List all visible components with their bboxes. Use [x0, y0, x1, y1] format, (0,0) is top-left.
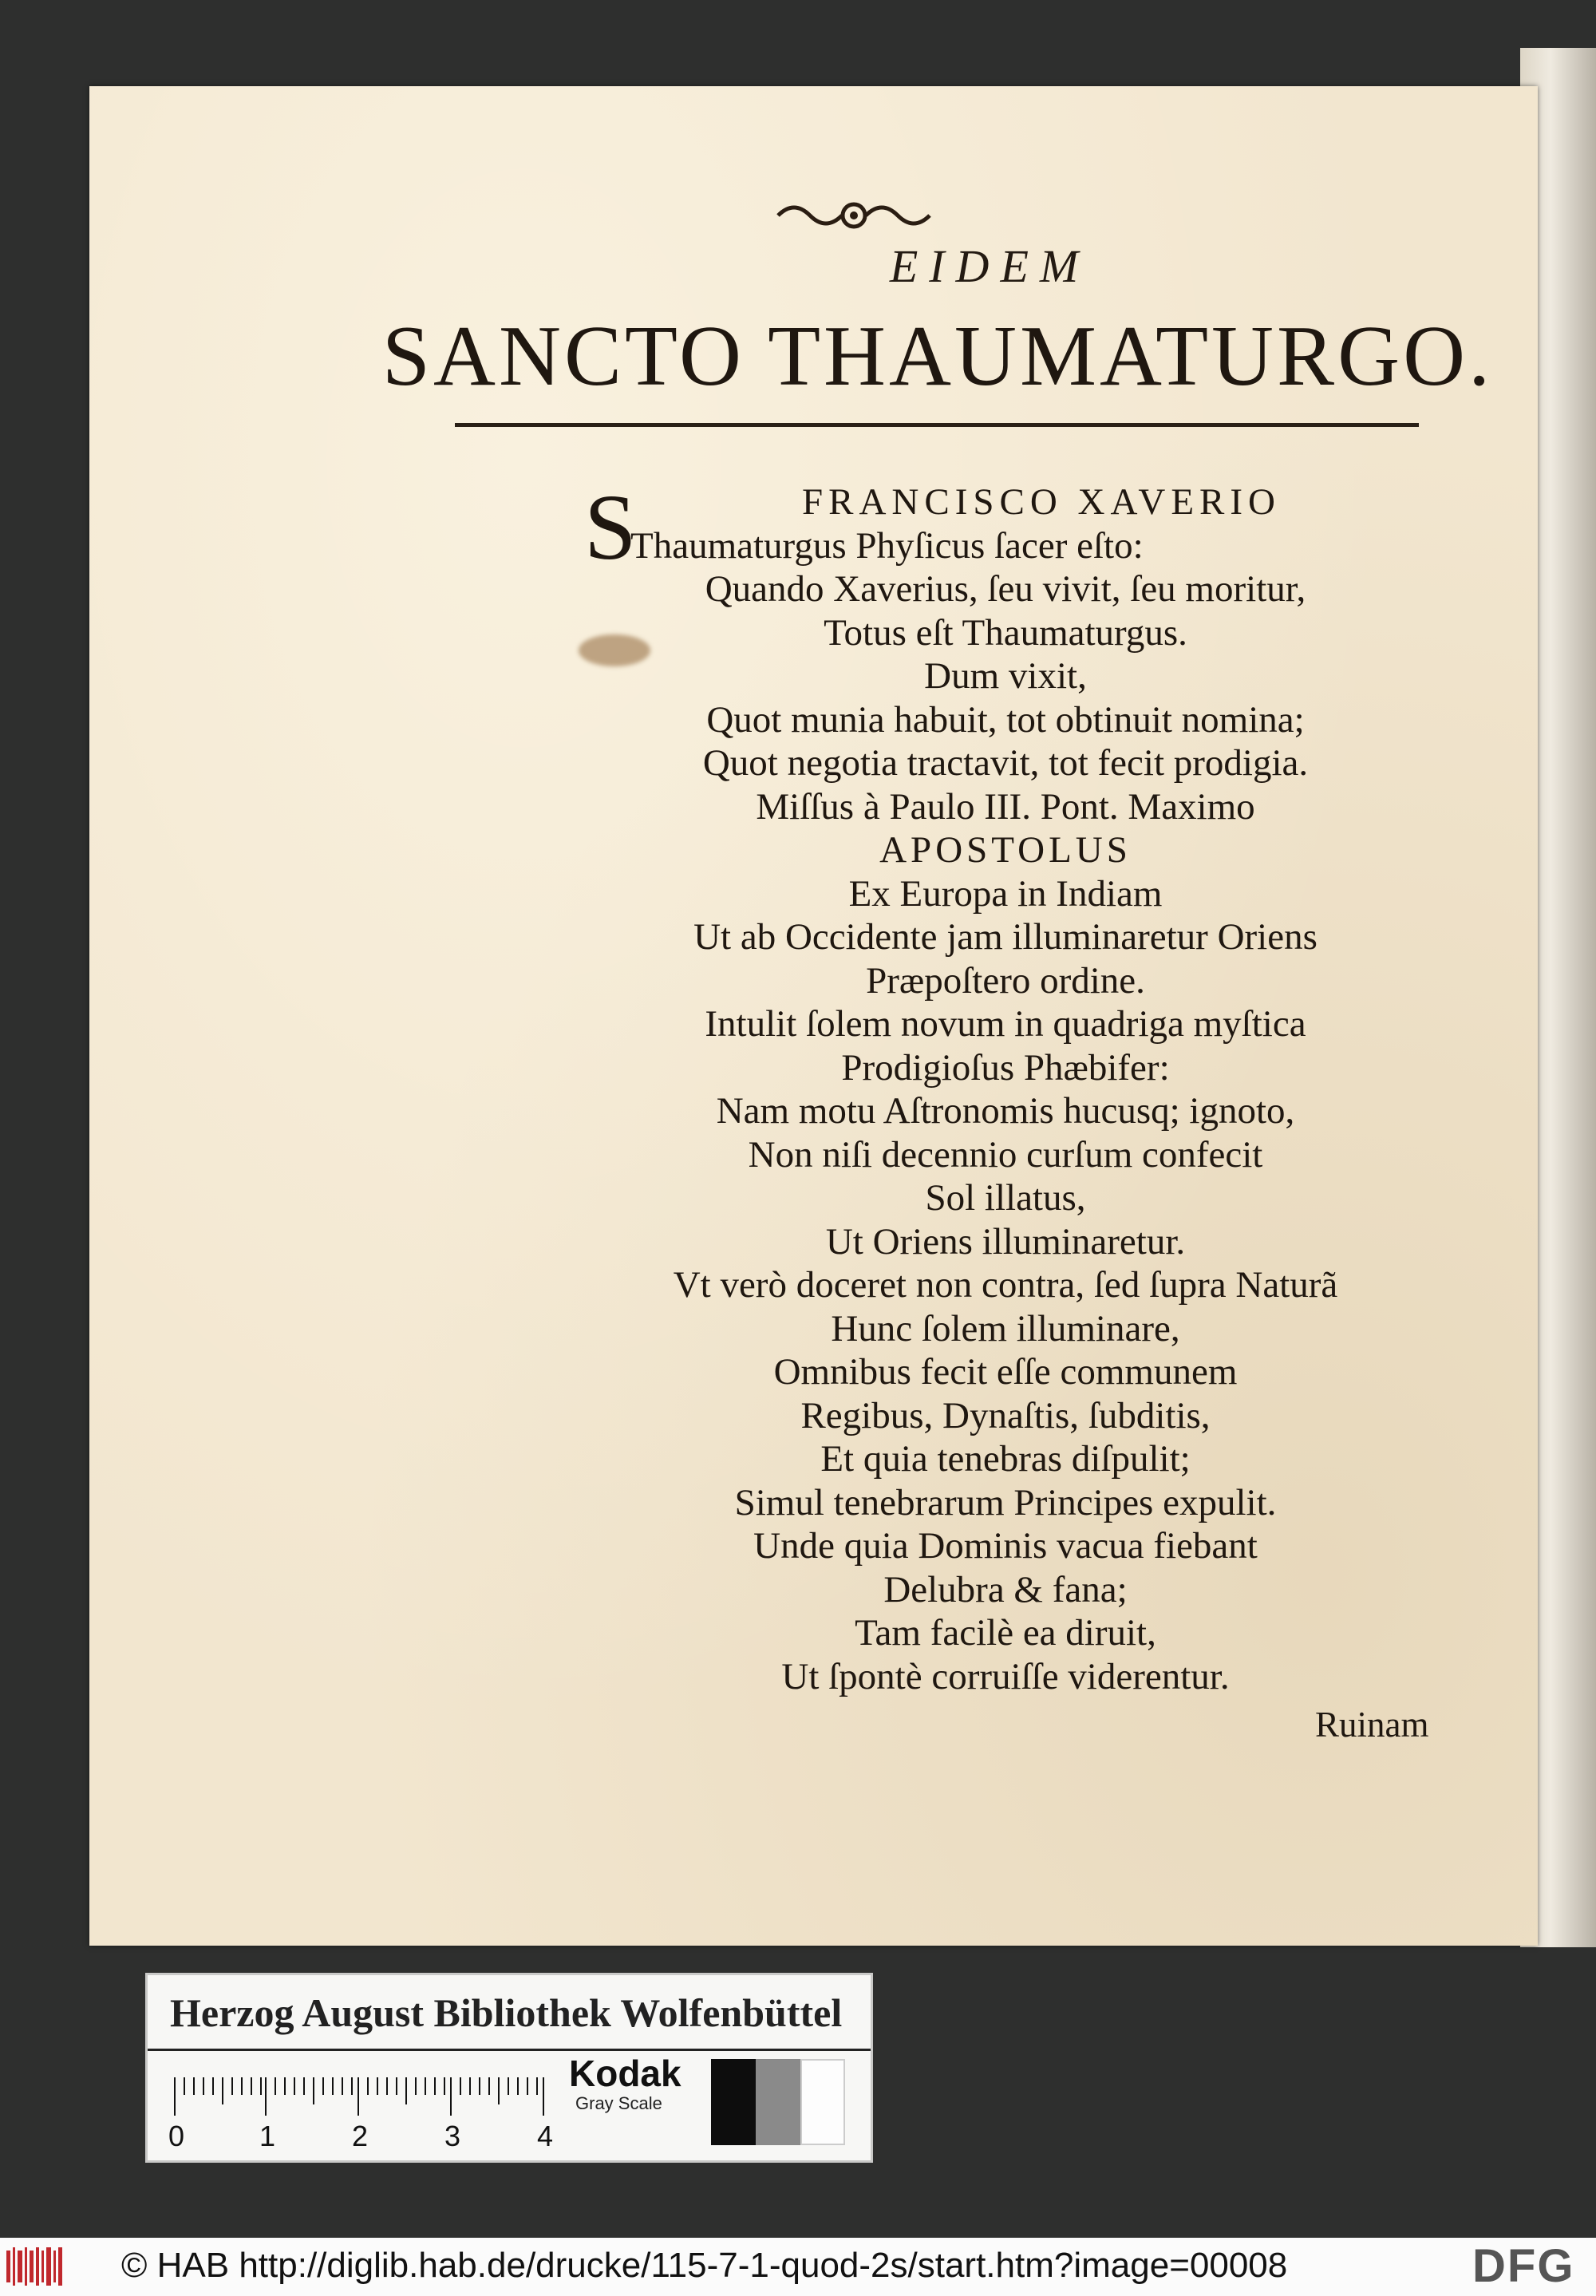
text-line: Sol illatus,	[925, 1177, 1086, 1219]
kicker-heading: EIDEM	[889, 240, 1090, 292]
text-line: Vt verò doceret non contra, ſed ſupra Naturã	[673, 1264, 1338, 1306]
gray-patch-black	[711, 2059, 756, 2145]
kodak-logo: Kodak	[569, 2053, 681, 2094]
source-url[interactable]: © HAB http://diglib.hab.de/drucke/115-7-1-quod-2s/start.htm?image=00008	[121, 2246, 1288, 2285]
text-line: Non niſi decennio curſum confecit	[748, 1133, 1263, 1176]
text-line: Præpoſtero ordine.	[866, 959, 1145, 1002]
text-line: Ut Oriens illuminaretur.	[825, 1220, 1186, 1263]
barcode-icon	[5, 2246, 69, 2287]
drop-cap: S	[584, 475, 637, 579]
ornament-icon	[770, 192, 938, 239]
text-line: Regibus, Dynaſtis, ſubditis,	[800, 1394, 1211, 1436]
text-line: Prodigioſus Phæbifer:	[841, 1046, 1170, 1089]
text-line: Ut ab Occidente jam illuminaretur Oriens	[693, 916, 1317, 958]
ruler-number: 0	[168, 2120, 185, 2152]
title-rule	[455, 423, 1419, 427]
text-line: Dum vixit,	[924, 655, 1087, 697]
gray-scale-label: Gray Scale	[575, 2093, 662, 2113]
text-line: FRANCISCO XAVERIO	[802, 481, 1281, 523]
text-line: Miſſus à Paulo III. Pont. Maximo	[756, 785, 1255, 828]
gray-patch-mid	[756, 2059, 800, 2145]
ruler-number: 1	[259, 2120, 276, 2152]
text-line: Hunc ſolem illuminare,	[831, 1307, 1180, 1350]
page-title: SANCTO THAUMATURGO.	[381, 309, 1494, 404]
text-line: Quando Xaverius, ſeu vivit, ſeu moritur,	[705, 568, 1306, 610]
catchword: Ruinam	[1315, 1705, 1429, 1745]
scale-card	[145, 1973, 873, 2163]
text-line: Simul tenebrarum Principes expulit.	[734, 1481, 1277, 1523]
text-line: Omnibus fecit eſſe communem	[773, 1351, 1238, 1393]
text-line: Ex Europa in Indiam	[848, 872, 1163, 915]
inscription-text	[559, 475, 1452, 1698]
ruler-number: 4	[537, 2120, 554, 2152]
text-line: Unde quia Dominis vacua fiebant	[753, 1525, 1258, 1567]
text-line: Delubra & fana;	[883, 1568, 1128, 1610]
text-line: Thaumaturgus Phyſicus ſacer eſto:	[630, 524, 1144, 567]
text-line: APOSTOLUS	[879, 829, 1132, 871]
text-line: Ut ſpontè corruiſſe viderentur.	[781, 1655, 1230, 1697]
card-title: Herzog August Bibliothek Wolfenbüttel	[170, 1990, 843, 2035]
text-line: Nam motu Aſtronomis hucusq; ignoto,	[716, 1090, 1295, 1132]
gray-patch-white	[800, 2059, 845, 2145]
text-line: Et quia tenebras diſpulit;	[820, 1438, 1191, 1480]
dfg-logo: DFG	[1472, 2240, 1575, 2292]
card-divider	[148, 2049, 871, 2051]
text-line: Totus eſt Thaumaturgus.	[824, 611, 1187, 654]
ruler-number: 3	[444, 2120, 461, 2152]
text-line: Quot negotia tractavit, tot fecit prodigia.	[702, 742, 1309, 784]
ruler-number: 2	[352, 2120, 369, 2152]
text-line: Quot munia habuit, tot obtinuit nomina;	[706, 698, 1305, 741]
text-line: Intulit ſolem novum in quadriga myſtica	[705, 1003, 1306, 1045]
footer-bar	[0, 2238, 1596, 2296]
text-line: Tam facilè ea diruit,	[855, 1612, 1156, 1654]
